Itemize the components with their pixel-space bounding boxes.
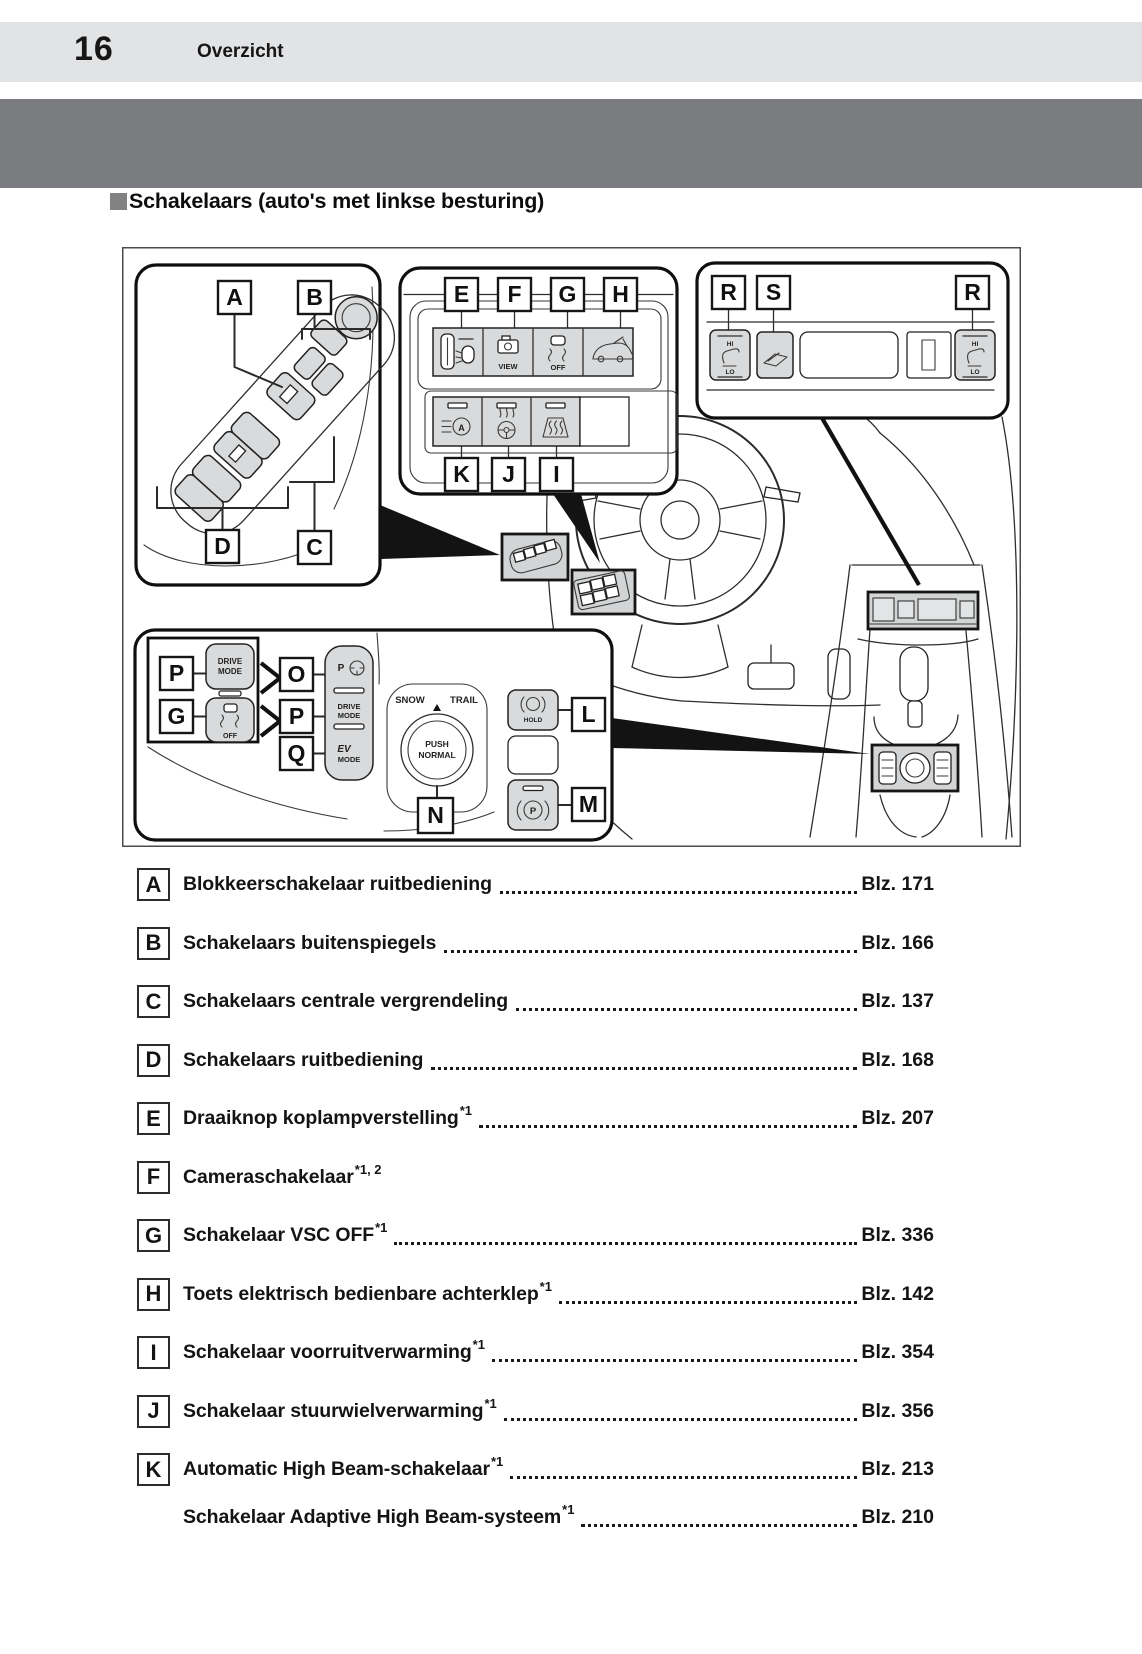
callout-label-q xyxy=(280,737,313,770)
button-camera-view xyxy=(498,336,519,371)
dot-leader xyxy=(431,1067,857,1070)
page-ref: Blz. 354 xyxy=(861,1341,934,1363)
dot-leader xyxy=(444,950,857,953)
callout-label-p2 xyxy=(280,700,313,733)
svg-text:MODE: MODE xyxy=(337,755,361,764)
svg-text:OFF: OFF xyxy=(550,363,566,372)
callout-label-l xyxy=(572,698,605,731)
callout-label-j xyxy=(492,458,525,491)
svg-text:L: L xyxy=(581,701,596,727)
callout-label-k xyxy=(445,458,478,491)
footnote-marker: *1, 2 xyxy=(354,1161,382,1177)
footnote-marker: *1 xyxy=(539,1278,552,1294)
svg-text:F: F xyxy=(507,281,522,307)
svg-text:C: C xyxy=(306,534,323,560)
legend-list xyxy=(137,868,934,1560)
footnote-marker: *1 xyxy=(490,1454,504,1469)
svg-text:H: H xyxy=(612,281,629,307)
callout-label-o xyxy=(280,658,313,691)
svg-text:MODE: MODE xyxy=(218,667,242,676)
callout-letter: B xyxy=(137,927,170,960)
callout-label-g xyxy=(551,278,584,311)
dot-leader xyxy=(500,891,857,894)
svg-text:I: I xyxy=(553,461,560,487)
legend-label: Toets elektrisch bedienbare achterklep xyxy=(183,1282,539,1305)
button-card-holder xyxy=(757,332,793,378)
svg-text:P: P xyxy=(288,703,305,729)
switch-location-diagram xyxy=(122,247,1021,847)
legend-row-k xyxy=(137,1453,934,1486)
svg-text:G: G xyxy=(167,703,186,729)
svg-text:O: O xyxy=(287,661,306,687)
legend-label: Automatic High Beam-schakelaar xyxy=(183,1458,490,1480)
page-ref: Blz. 168 xyxy=(861,1048,934,1071)
button-drive-mode xyxy=(338,702,361,720)
callout-label-n xyxy=(418,798,453,833)
blank-panel xyxy=(800,332,898,378)
svg-text:G: G xyxy=(558,281,577,307)
door-panel-highlight xyxy=(502,534,568,580)
svg-text:OFF: OFF xyxy=(223,733,237,740)
legend-row-c xyxy=(137,985,934,1018)
legend-label: Schakelaar VSC OFF xyxy=(183,1224,375,1246)
page-header-band xyxy=(0,22,1142,82)
svg-text:P: P xyxy=(168,660,185,686)
legend-label: Schakelaar voorruitverwarming xyxy=(183,1341,472,1363)
svg-text:TRAIL: TRAIL xyxy=(450,695,478,706)
callout-label-f xyxy=(498,278,531,311)
legend-label: Draaiknop koplampverstelling xyxy=(183,1107,459,1129)
button-parking-brake xyxy=(508,780,558,830)
blank-switch xyxy=(508,736,558,774)
svg-text:LO: LO xyxy=(725,369,735,376)
svg-text:MODE: MODE xyxy=(337,711,361,720)
dot-leader xyxy=(492,1359,857,1362)
legend-row-h xyxy=(137,1278,934,1311)
console-panel-highlight xyxy=(872,745,958,791)
callout-label-r1 xyxy=(712,276,745,309)
svg-text:A: A xyxy=(226,284,243,310)
svg-text:Q: Q xyxy=(287,740,306,766)
dot-leader xyxy=(510,1476,857,1479)
legend-label: Cameraschakelaar xyxy=(183,1165,354,1188)
legend-row-k-continued xyxy=(137,1501,934,1534)
callout-label-b xyxy=(298,281,331,314)
svg-text:SNOW: SNOW xyxy=(395,695,425,706)
svg-text:N: N xyxy=(427,802,444,828)
callout-letter: K xyxy=(137,1453,170,1486)
legend-row-d xyxy=(137,1044,934,1077)
footnote-marker: *1 xyxy=(472,1337,485,1352)
svg-text:PUSH: PUSH xyxy=(425,739,449,749)
legend-label: Blokkeerschakelaar ruitbediening xyxy=(183,873,492,895)
button-drive-mode-small xyxy=(206,644,254,689)
button-brake-hold xyxy=(508,690,558,730)
svg-text:E: E xyxy=(453,281,470,307)
svg-text:NORMAL: NORMAL xyxy=(418,750,456,760)
svg-text:LO: LO xyxy=(970,369,980,376)
callout-label-m xyxy=(572,788,605,821)
svg-text:R: R xyxy=(964,279,981,305)
chapter-divider-band xyxy=(0,99,1142,188)
dot-leader xyxy=(504,1418,858,1421)
svg-text:DRIVE: DRIVE xyxy=(337,702,361,711)
callout-label-h xyxy=(604,278,637,311)
inset-door-switches xyxy=(136,265,411,585)
chapter-title: Overzicht xyxy=(197,41,284,62)
square-bullet-icon xyxy=(110,193,127,210)
footnote-marker: *1 xyxy=(484,1395,497,1411)
dot-leader xyxy=(559,1301,857,1304)
inset-console-switches xyxy=(135,630,612,840)
svg-text:S: S xyxy=(765,279,782,305)
svg-text:D: D xyxy=(214,533,231,559)
legend-label: Schakelaars buitenspiegels xyxy=(183,931,437,954)
legend-row-e xyxy=(137,1102,934,1135)
svg-text:M: M xyxy=(578,791,599,817)
callout-label-g2 xyxy=(160,700,193,733)
footnote-marker: *1 xyxy=(562,1502,575,1517)
slot-panel xyxy=(907,332,951,378)
svg-text:HI: HI xyxy=(971,341,979,348)
page-ref: Blz. 142 xyxy=(861,1282,934,1305)
callout-letter: D xyxy=(137,1044,170,1077)
section-heading-text: Schakelaars (auto's met linkse besturing) xyxy=(129,189,545,213)
svg-text:B: B xyxy=(306,284,323,310)
svg-text:A: A xyxy=(458,423,465,433)
callout-letter: E xyxy=(137,1102,170,1135)
legend-row-j xyxy=(137,1395,934,1428)
legend-label: Schakelaars centrale vergrendeling xyxy=(183,990,509,1012)
page-ref: Blz. 137 xyxy=(861,990,934,1012)
legend-label: Schakelaars ruitbediening xyxy=(183,1048,424,1071)
page-ref: Blz. 213 xyxy=(861,1458,934,1480)
dot-leader xyxy=(479,1125,857,1128)
page-number: 16 xyxy=(74,30,114,68)
footnote-marker: *1 xyxy=(459,1103,472,1118)
button-vsc-off-small xyxy=(206,698,254,742)
dot-leader xyxy=(516,1008,857,1011)
callout-letter: F xyxy=(137,1161,170,1194)
svg-text:J: J xyxy=(502,461,515,487)
page-ref: Blz. 356 xyxy=(861,1399,934,1422)
legend-row-f xyxy=(137,1161,934,1194)
callout-label-d xyxy=(206,530,239,563)
console-button-column xyxy=(325,646,373,780)
callout-label-p1 xyxy=(160,657,193,690)
page-ref: Blz. 171 xyxy=(861,873,934,895)
climate-panel-highlight xyxy=(868,592,978,629)
button-seat-heater-right xyxy=(955,330,995,380)
svg-text:P: P xyxy=(529,806,537,817)
svg-text:R: R xyxy=(720,279,737,305)
callout-label-s xyxy=(757,276,790,309)
svg-text:HI: HI xyxy=(726,341,734,348)
diagram-svg xyxy=(122,247,1021,847)
page-ref: Blz. 166 xyxy=(861,931,934,954)
callout-letter: C xyxy=(137,985,170,1018)
svg-text:K: K xyxy=(453,461,470,487)
svg-text:VIEW: VIEW xyxy=(498,362,518,371)
svg-text:DRIVE: DRIVE xyxy=(217,657,243,666)
section-heading xyxy=(110,189,544,214)
callout-letter: A xyxy=(137,868,170,901)
blank-switch xyxy=(580,397,629,446)
legend-row-a xyxy=(137,868,934,901)
callout-label-i xyxy=(540,458,573,491)
callout-letter: G xyxy=(137,1219,170,1252)
legend-label: Schakelaar Adaptive High Beam-systeem xyxy=(183,1506,562,1528)
dot-leader xyxy=(581,1524,857,1527)
page-ref: Blz. 210 xyxy=(861,1506,934,1528)
page-ref: Blz. 336 xyxy=(861,1224,934,1246)
legend-row-g xyxy=(137,1219,934,1252)
svg-text:P: P xyxy=(337,663,345,674)
dot-leader xyxy=(394,1242,857,1245)
callout-letter: J xyxy=(137,1395,170,1428)
legend-row-b xyxy=(137,927,934,960)
callout-label-e xyxy=(445,278,478,311)
svg-text:HOLD: HOLD xyxy=(523,717,543,724)
callout-letter: I xyxy=(137,1336,170,1369)
button-seat-heater-left xyxy=(710,330,750,380)
callout-label-r2 xyxy=(956,276,989,309)
legend-label: Schakelaar stuurwielverwarming xyxy=(183,1399,484,1422)
dash-panel-highlight xyxy=(572,570,635,614)
footnote-marker: *1 xyxy=(375,1220,388,1235)
svg-text:EV: EV xyxy=(337,744,351,755)
legend-row-i xyxy=(137,1336,934,1369)
callout-label-c xyxy=(298,531,331,564)
page-ref: Blz. 207 xyxy=(861,1107,934,1129)
callout-letter: H xyxy=(137,1278,170,1311)
callout-label-a xyxy=(218,281,251,314)
